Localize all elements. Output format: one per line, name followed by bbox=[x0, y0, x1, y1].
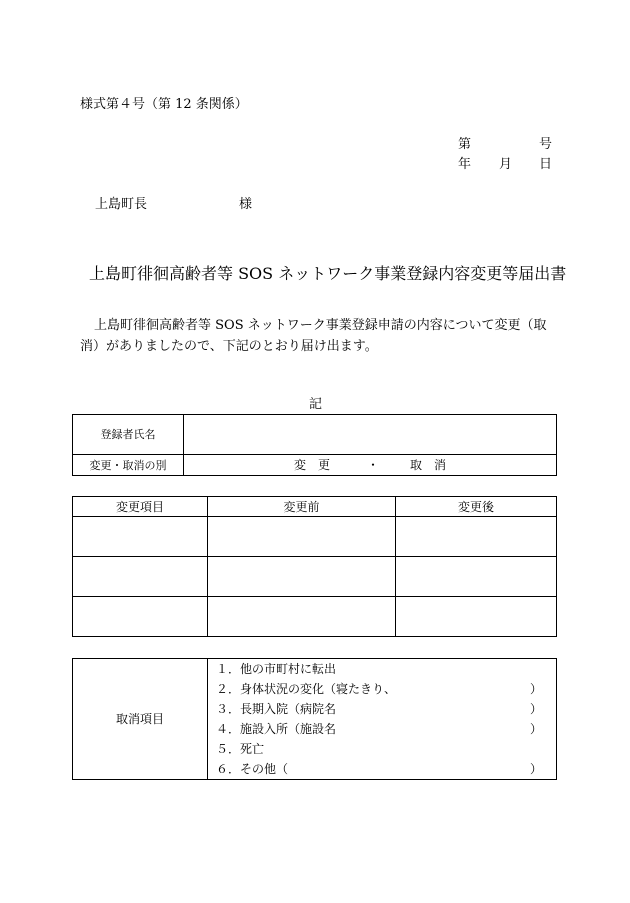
cancel-item-text: ４．施設入所（施設名 bbox=[216, 722, 337, 736]
after-cell[interactable] bbox=[396, 517, 557, 557]
list-item[interactable] bbox=[208, 759, 556, 779]
cancel-item-close: ） bbox=[529, 702, 542, 716]
cancel-item-close: ） bbox=[529, 762, 542, 776]
date-day: 日 bbox=[539, 157, 553, 172]
registrant-table bbox=[72, 414, 557, 476]
change-item-cell[interactable] bbox=[73, 517, 208, 557]
after-cell[interactable] bbox=[396, 557, 557, 597]
page-title: 上島町徘徊高齢者等 SOS ネットワーク事業登録内容変更等届出書 bbox=[89, 264, 567, 283]
after-cell[interactable] bbox=[396, 597, 557, 637]
cancel-item-text: １．他の市町村に転出 bbox=[216, 662, 337, 676]
cancel-item-text: ５．死亡 bbox=[216, 742, 265, 756]
change-table bbox=[72, 496, 557, 637]
option-separator: ・ bbox=[367, 458, 380, 472]
cancel-item-text: ３．長期入院（病院名 bbox=[216, 702, 337, 716]
cancel-items-list bbox=[208, 659, 557, 780]
body-line-2: 消）がありましたので、下記のとおり届け出ます。 bbox=[80, 339, 378, 354]
change-item-cell[interactable] bbox=[73, 597, 208, 637]
list-item[interactable] bbox=[208, 699, 556, 719]
body-text bbox=[80, 315, 570, 357]
doc-number-prefix: 第 bbox=[458, 137, 472, 152]
header-after: 変更後 bbox=[396, 497, 557, 517]
cancel-table bbox=[72, 658, 557, 780]
table-row bbox=[73, 597, 557, 637]
registrant-name-field[interactable] bbox=[184, 415, 557, 455]
cancel-item-text: ２．身体状況の変化（寝たきり、 bbox=[216, 682, 397, 696]
option-cancel[interactable]: 取 消 bbox=[410, 458, 447, 472]
header-before: 変更前 bbox=[208, 497, 396, 517]
header-change-item: 変更項目 bbox=[73, 497, 208, 517]
before-cell[interactable] bbox=[208, 597, 396, 637]
cancel-item-close: ） bbox=[529, 722, 542, 736]
ki-mark: 記 bbox=[309, 397, 323, 412]
change-type-field[interactable] bbox=[184, 455, 557, 476]
addressee-honorific: 様 bbox=[239, 197, 253, 212]
list-item[interactable] bbox=[208, 739, 556, 759]
cancel-items-label: 取消項目 bbox=[73, 659, 208, 780]
table-row bbox=[73, 557, 557, 597]
change-type-label: 変更・取消の別 bbox=[73, 455, 184, 476]
table-row bbox=[73, 517, 557, 557]
cancel-item-close: ） bbox=[529, 682, 542, 696]
registrant-name-label: 登録者氏名 bbox=[73, 415, 184, 455]
list-item[interactable] bbox=[208, 659, 556, 679]
body-line-1: 上島町徘徊高齢者等 SOS ネットワーク事業登録申請の内容について変更（取 bbox=[94, 318, 547, 333]
doc-number-suffix: 号 bbox=[539, 137, 553, 152]
date-month: 月 bbox=[499, 157, 513, 172]
change-item-cell[interactable] bbox=[73, 557, 208, 597]
date-year: 年 bbox=[458, 157, 472, 172]
list-item[interactable] bbox=[208, 719, 556, 739]
form-number: 様式第４号（第 12 条関係） bbox=[80, 97, 248, 112]
before-cell[interactable] bbox=[208, 557, 396, 597]
addressee-name: 上島町長 bbox=[95, 197, 148, 212]
cancel-item-text: ６．その他（ bbox=[216, 762, 289, 776]
before-cell[interactable] bbox=[208, 517, 396, 557]
option-change[interactable]: 変 更 bbox=[294, 458, 331, 472]
list-item[interactable] bbox=[208, 679, 556, 699]
